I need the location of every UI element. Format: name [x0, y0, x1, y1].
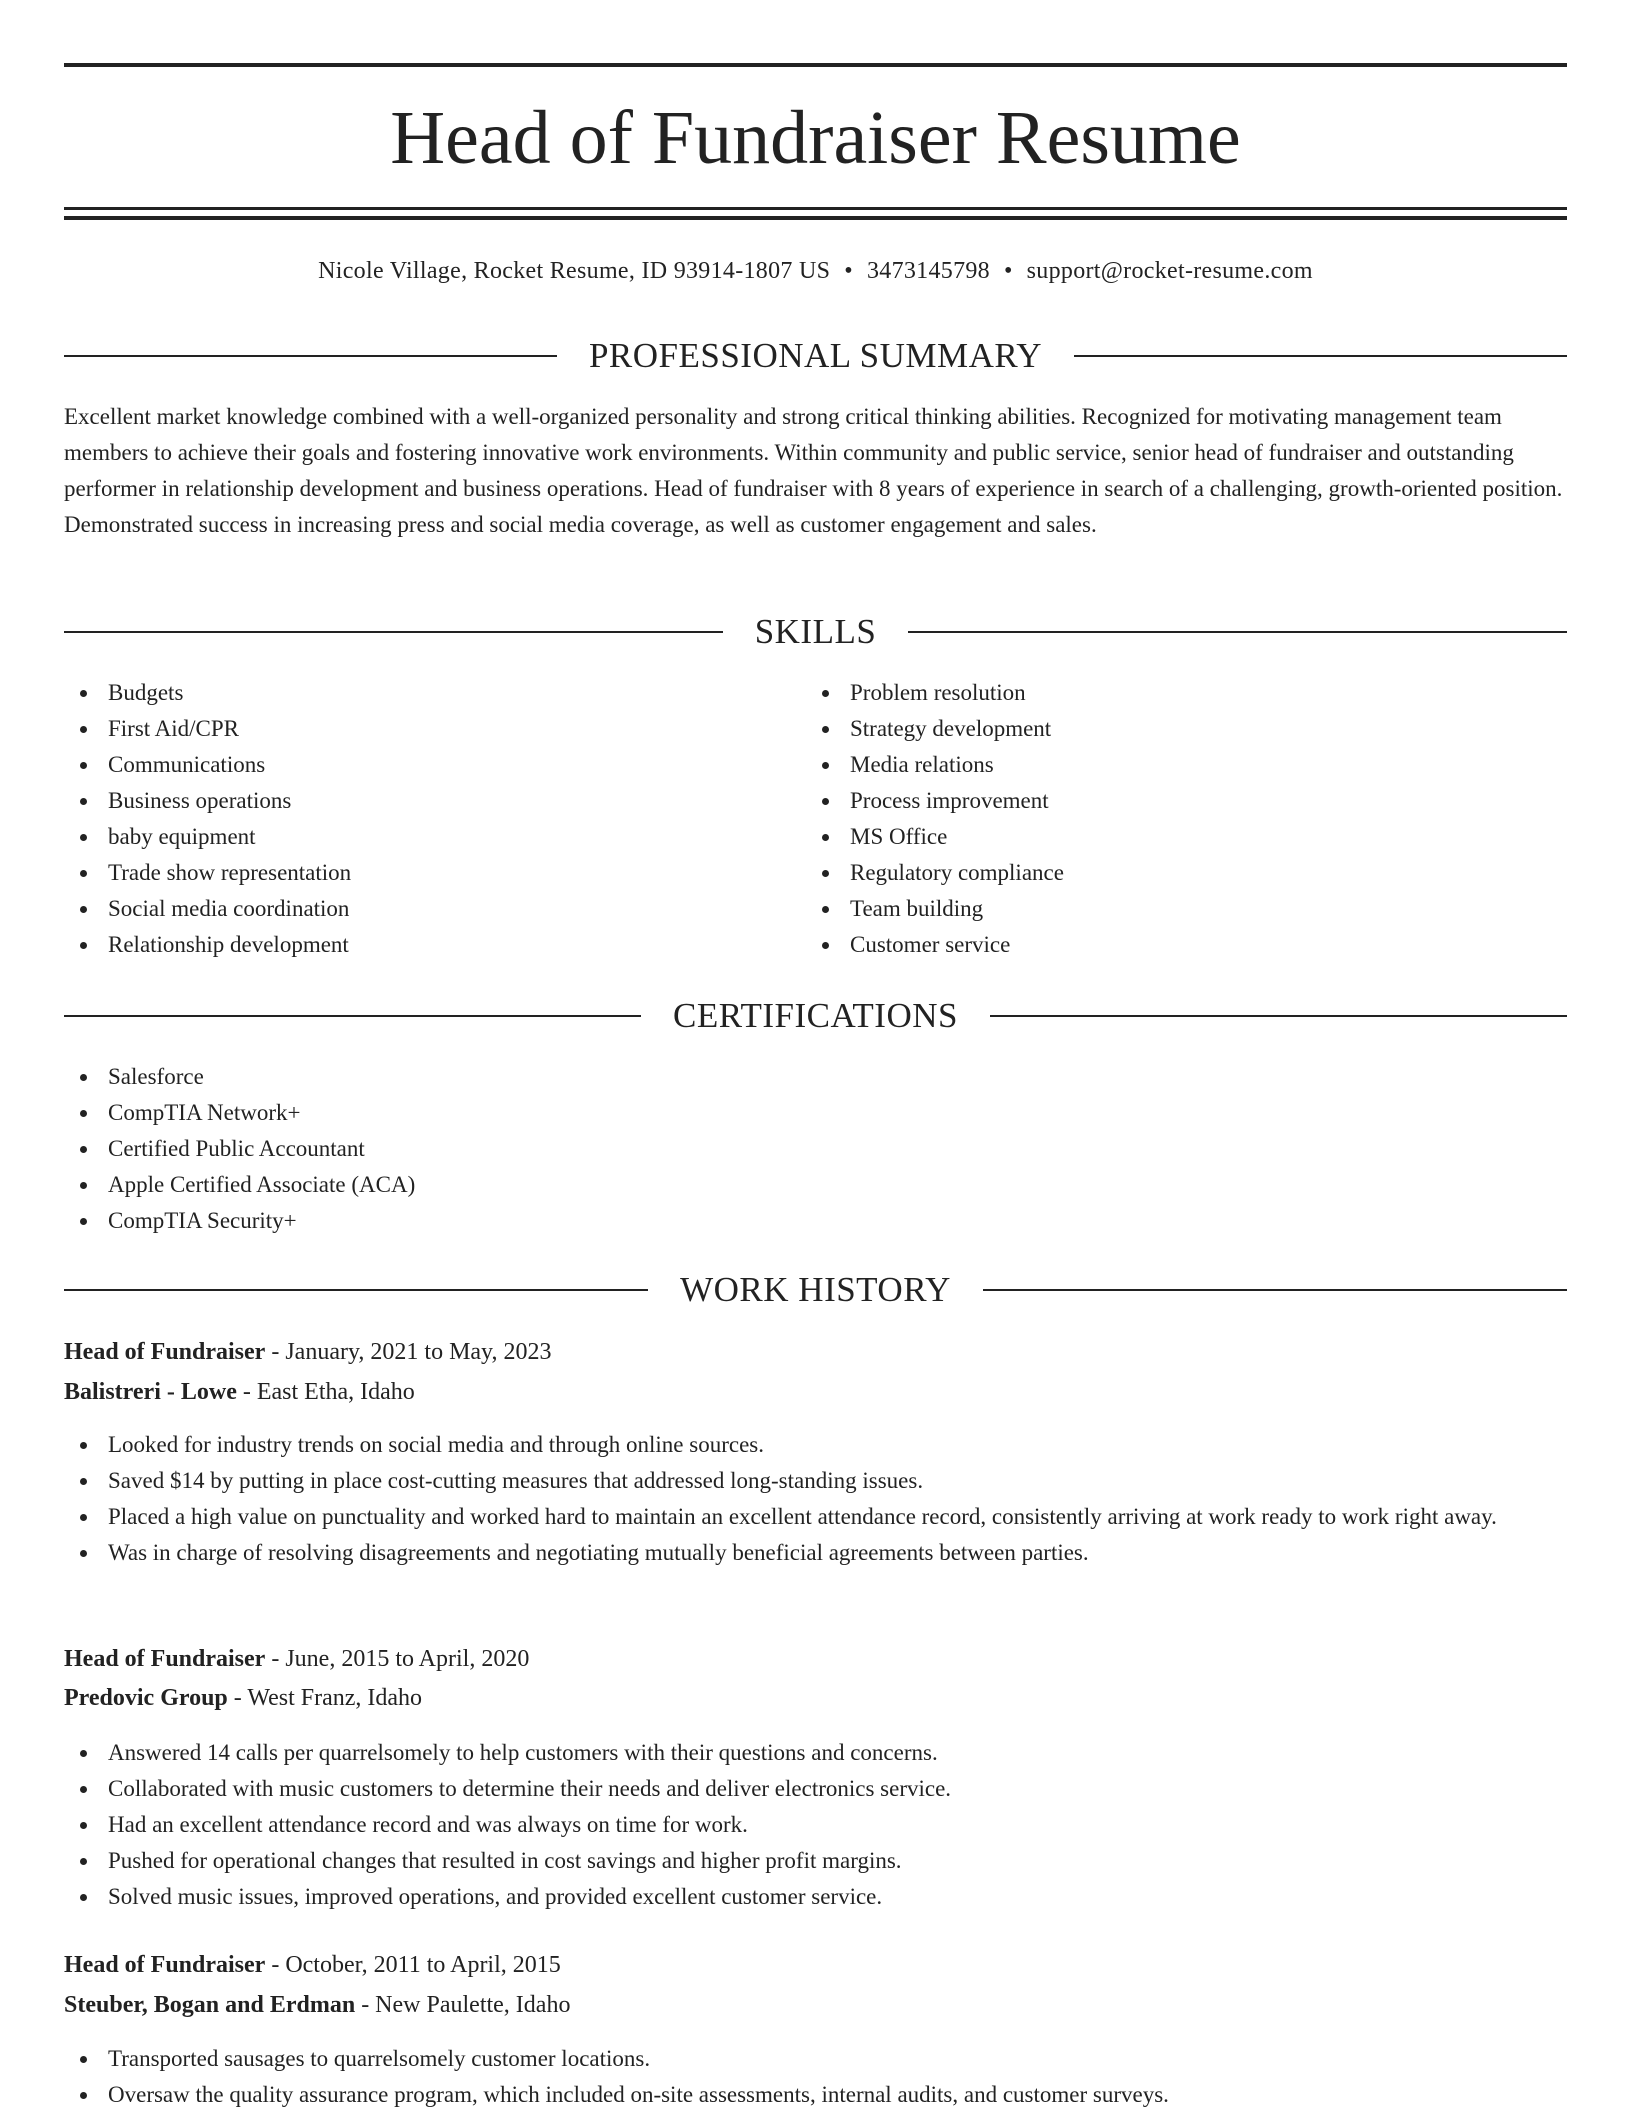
- bullet-icon: [80, 1786, 87, 1793]
- list-item: [64, 1059, 1567, 1095]
- job-title: Head of Fundraiser: [64, 1952, 266, 1978]
- certifications-list: [64, 1059, 1567, 1239]
- list-item: [806, 891, 1566, 927]
- contact-email: support@rocket-resume.com: [1026, 258, 1313, 284]
- title-top-rule: [64, 63, 1567, 67]
- list-item-text: Communications: [108, 752, 266, 777]
- bullet-icon: [80, 834, 87, 841]
- heading-rule-left: [64, 355, 557, 357]
- summary-section-heading: [64, 336, 1567, 376]
- summary-text: Excellent market knowledge combined with a well-organized personality and strong critical thinking abilities. Recognized for motivating management team members to achieve their goals and fostering innovative work environments. Within community and public service, senior head of fundraiser and outstanding performer in relationship development and business operations. Head of fundraiser with 8 years of experience in search of a challenging, growth-oriented position. Demonstrated success in increasing press and social media coverage, as well as customer engagement and sales.: [64, 404, 1563, 537]
- list-item-text: Regulatory compliance: [850, 860, 1064, 885]
- list-item-text: Saved $14 by putting in place cost-cutting measures that addressed long-standing issues.: [108, 1468, 924, 1493]
- list-item-text: Pushed for operational changes that resulted in cost savings and higher profit margins.: [108, 1848, 902, 1873]
- list-item: [806, 927, 1566, 963]
- list-item-text: CompTIA Security+: [108, 1208, 297, 1233]
- contact-separator: •: [1003, 258, 1013, 284]
- bullet-icon: [80, 2056, 87, 2063]
- list-item-text: MS Office: [850, 824, 948, 849]
- contact-phone: 3473145798: [866, 258, 990, 284]
- bullet-icon: [80, 1858, 87, 1865]
- job-bullet-list: [64, 1427, 1567, 1571]
- bullet-icon: [822, 762, 829, 769]
- certifications-section-heading: [64, 996, 1567, 1036]
- list-item-text: First Aid/CPR: [108, 716, 240, 741]
- job-company-line: [64, 1682, 422, 1714]
- list-item: [64, 927, 804, 963]
- list-item-text: Had an excellent attendance record and was always on time for work.: [108, 1812, 748, 1837]
- list-item-text: Process improvement: [850, 788, 1049, 813]
- bullet-icon: [822, 870, 829, 877]
- list-item-text: Collaborated with music customers to determine their needs and deliver electronics service.: [108, 1776, 952, 1801]
- bullet-icon: [80, 726, 87, 733]
- bullet-icon: [80, 1074, 87, 1081]
- list-item: [64, 2077, 1567, 2113]
- section-title: PROFESSIONAL SUMMARY: [588, 336, 1043, 375]
- skills-list-left: [64, 675, 804, 963]
- bullet-icon: [822, 798, 829, 805]
- job-company-line: [64, 1376, 415, 1408]
- bullet-icon: [80, 2092, 87, 2099]
- list-item: [806, 855, 1566, 891]
- bullet-icon: [822, 834, 829, 841]
- heading-rule-left: [64, 1015, 641, 1017]
- bullet-icon: [822, 942, 829, 949]
- company-name: Steuber, Bogan and Erdman: [64, 1992, 356, 2018]
- list-item-text: Apple Certified Associate (ACA): [108, 1172, 416, 1197]
- job-company-line: [64, 1989, 570, 2021]
- list-item-text: Placed a high value on punctuality and worked hard to maintain an excellent attendance record, consistently arriving at work ready to work right away.: [108, 1504, 1497, 1529]
- bullet-icon: [80, 942, 87, 949]
- list-item-text: Trade show representation: [108, 860, 352, 885]
- list-item-text: Strategy development: [850, 716, 1052, 741]
- section-title: WORK HISTORY: [680, 1270, 951, 1309]
- list-item-text: baby equipment: [108, 824, 256, 849]
- list-item: [64, 1879, 1567, 1915]
- bullet-icon: [80, 1110, 87, 1117]
- section-title: CERTIFICATIONS: [673, 996, 958, 1035]
- job-dates: - June, 2015 to April, 2020: [265, 1646, 530, 1672]
- list-item: [806, 783, 1566, 819]
- list-item-text: Relationship development: [108, 932, 349, 957]
- list-item: [64, 1463, 1567, 1499]
- job-title: Head of Fundraiser: [64, 1646, 266, 1672]
- bullet-icon: [822, 906, 829, 913]
- bullet-icon: [80, 1182, 87, 1189]
- list-item: [64, 1771, 1567, 1807]
- title-bottom-rule: [64, 207, 1567, 210]
- work-history-section-heading: [64, 1270, 1567, 1310]
- list-item-text: Problem resolution: [850, 680, 1026, 705]
- bullet-icon: [80, 762, 87, 769]
- list-item-text: Solved music issues, improved operations, and provided excellent customer service.: [108, 1884, 883, 1909]
- list-item: [64, 2041, 1567, 2077]
- list-item-text: Oversaw the quality assurance program, which included on-site assessments, internal audits, and customer surveys.: [108, 2082, 1169, 2107]
- list-item: [64, 747, 804, 783]
- job-bullet-list: [64, 2041, 1567, 2113]
- list-item: [64, 819, 804, 855]
- bullet-icon: [80, 798, 87, 805]
- heading-rule-right: [983, 1289, 1567, 1291]
- company-location: - East Etha, Idaho: [236, 1379, 415, 1405]
- list-item: [806, 819, 1566, 855]
- bullet-icon: [80, 1442, 87, 1449]
- list-item: [806, 675, 1566, 711]
- list-item: [64, 1807, 1567, 1843]
- list-item-text: Customer service: [850, 932, 1011, 957]
- list-item: [64, 1131, 1567, 1167]
- list-item: [64, 1095, 1567, 1131]
- list-item-text: Certified Public Accountant: [108, 1136, 365, 1161]
- list-item-text: Answered 14 calls per quarrelsomely to help customers with their questions and concerns.: [108, 1740, 938, 1765]
- bullet-icon: [80, 1822, 87, 1829]
- job-bullet-list: [64, 1735, 1567, 1915]
- job-dates: - January, 2021 to May, 2023: [265, 1339, 552, 1365]
- bullet-icon: [80, 1550, 87, 1557]
- heading-rule-left: [64, 631, 723, 633]
- title-bottom-rule-thick: [64, 216, 1567, 220]
- list-item: [64, 675, 804, 711]
- bullet-icon: [822, 726, 829, 733]
- skills-list-right: [806, 675, 1566, 963]
- contact-address: Nicole Village, Rocket Resume, ID 93914-1807 US: [318, 258, 831, 284]
- list-item-text: Social media coordination: [108, 896, 350, 921]
- job-title-line: [64, 1949, 561, 1981]
- bullet-icon: [80, 1146, 87, 1153]
- heading-rule-left: [64, 1289, 648, 1291]
- heading-rule-right: [990, 1015, 1567, 1017]
- list-item-text: Looked for industry trends on social media and through online sources.: [108, 1432, 764, 1457]
- heading-rule-right: [908, 631, 1567, 633]
- bullet-icon: [80, 1478, 87, 1485]
- company-name: Predovic Group: [64, 1685, 228, 1711]
- skills-section-heading: [64, 612, 1567, 652]
- list-item: [64, 1735, 1567, 1771]
- list-item-text: Team building: [850, 896, 984, 921]
- bullet-icon: [80, 690, 87, 697]
- list-item: [64, 783, 804, 819]
- company-name: Balistreri - Lowe: [64, 1379, 237, 1405]
- list-item-text: Media relations: [850, 752, 994, 777]
- job-title-line: [64, 1336, 552, 1368]
- bullet-icon: [80, 870, 87, 877]
- contact-separator: •: [844, 258, 853, 284]
- list-item: [806, 747, 1566, 783]
- list-item: [64, 891, 804, 927]
- job-dates: - October, 2011 to April, 2015: [265, 1952, 561, 1978]
- list-item: [64, 1499, 1567, 1535]
- bullet-icon: [80, 1218, 87, 1225]
- list-item: [64, 855, 804, 891]
- job-title-line: [64, 1643, 529, 1675]
- list-item: [64, 1843, 1567, 1879]
- list-item: [64, 1535, 1567, 1571]
- list-item: [64, 1427, 1567, 1463]
- company-location: - West Franz, Idaho: [227, 1685, 423, 1711]
- list-item-text: Budgets: [108, 680, 184, 705]
- list-item-text: CompTIA Network+: [108, 1100, 301, 1125]
- contact-line: [64, 255, 1567, 287]
- resume-title: Head of Fundraiser Resume: [390, 96, 1241, 180]
- bullet-icon: [80, 906, 87, 913]
- bullet-icon: [80, 1894, 87, 1901]
- list-item: [64, 711, 804, 747]
- list-item: [806, 711, 1566, 747]
- list-item: [64, 1167, 1567, 1203]
- bullet-icon: [80, 1750, 87, 1757]
- heading-rule-right: [1074, 355, 1567, 357]
- list-item-text: Was in charge of resolving disagreements and negotiating mutually beneficial agreements between parties.: [108, 1540, 1089, 1565]
- section-title: SKILLS: [754, 612, 877, 651]
- list-item: [64, 1203, 1567, 1239]
- company-location: - New Paulette, Idaho: [355, 1992, 571, 2018]
- list-item-text: Business operations: [108, 788, 292, 813]
- job-title: Head of Fundraiser: [64, 1339, 266, 1365]
- bullet-icon: [80, 1514, 87, 1521]
- list-item-text: Transported sausages to quarrelsomely customer locations.: [108, 2046, 651, 2071]
- list-item-text: Salesforce: [108, 1064, 204, 1089]
- bullet-icon: [822, 690, 829, 697]
